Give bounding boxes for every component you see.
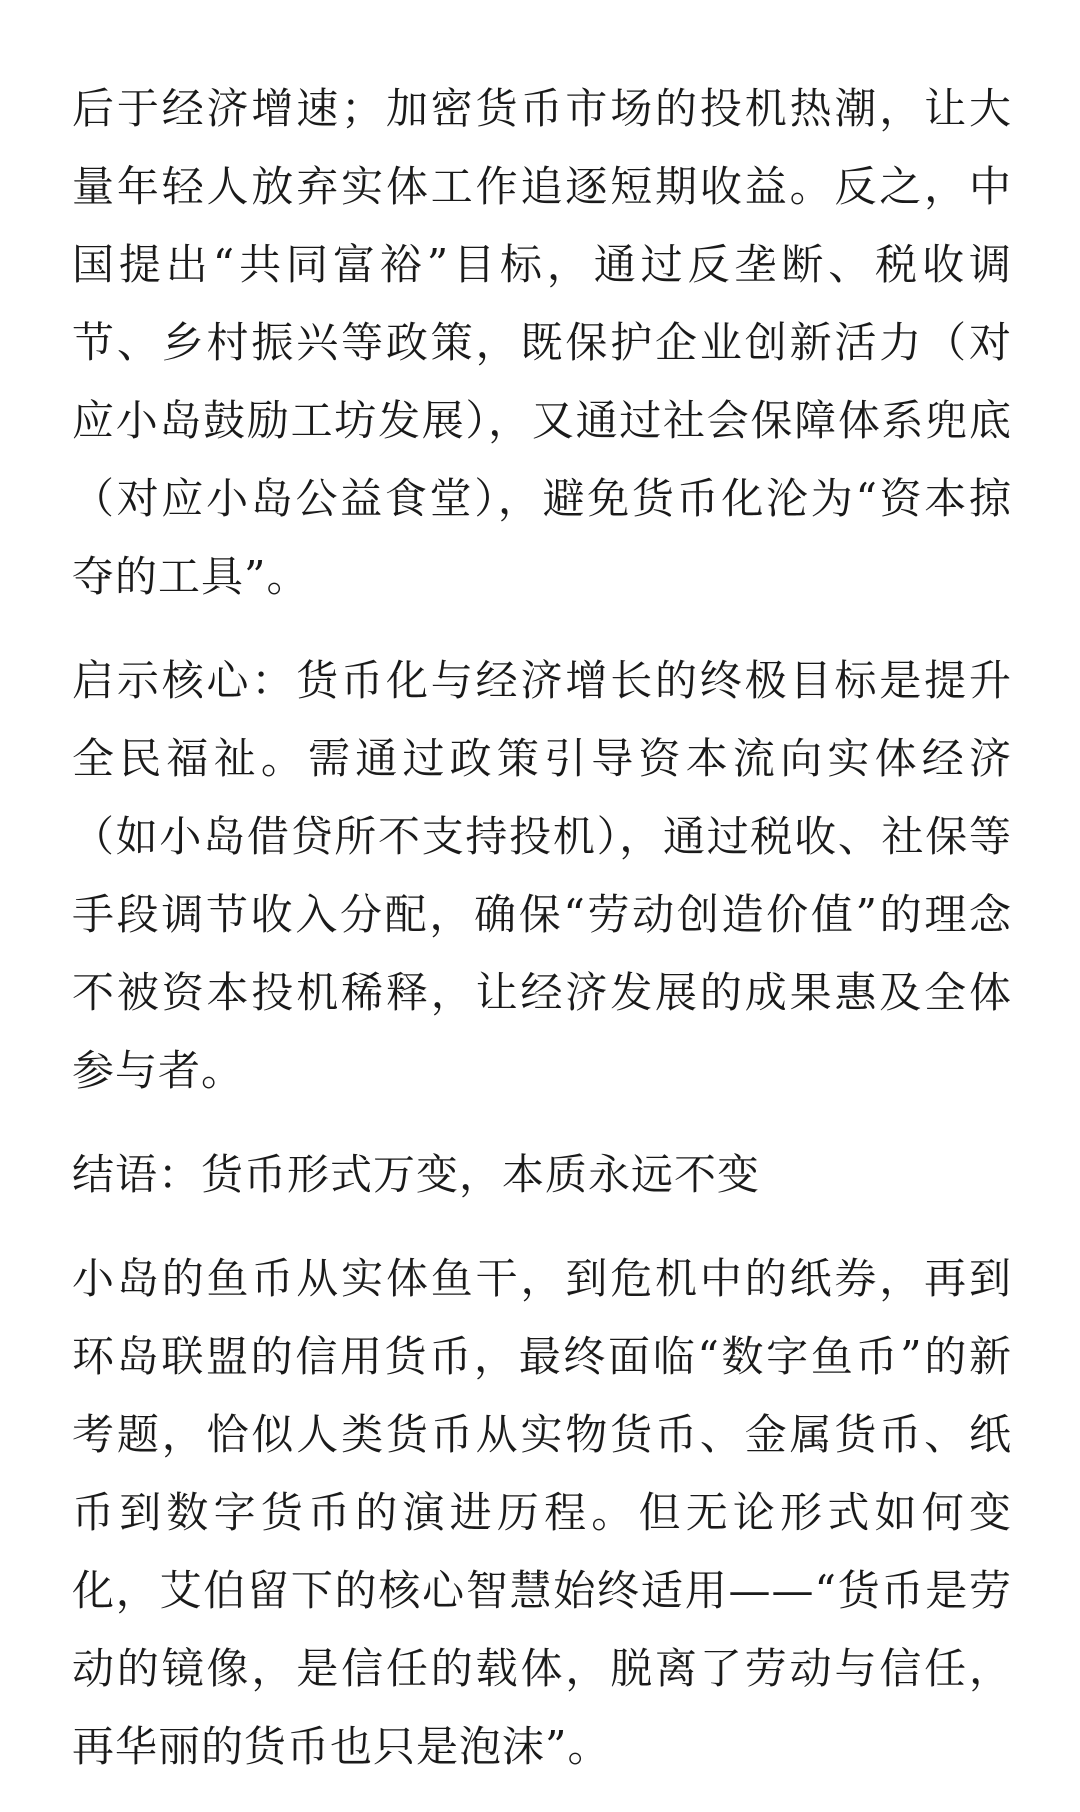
- paragraph-conclusion: 小岛的鱼币从实体鱼干，到危机中的纸券，再到环岛联盟的信用货币，最终面临“数字鱼币”的新考题，恰似人类货币从实物货币、金属货币、纸币到数字货币的演进历程。但无论形式如何变化，艾伯留下的核心智慧始终适用——“货币是劳动的镜像，是信任的载体，脱离了劳动与信任，再华丽的货币也只是泡沫”。: [72, 1254, 1012, 1771]
- section-heading-conclusion: 结语：货币形式万变，本质永远不变: [72, 1150, 761, 1199]
- paragraph-core-insight: 启示核心：货币化与经济增长的终极目标是提升全民福祉。需通过政策引导资本流向实体经济（如小岛借贷所不支持投机），通过税收、社保等手段调节收入分配，确保“劳动创造价值”的理念不被资本投机稀释，让经济发展的成果惠及全体参与者。: [72, 656, 1012, 1095]
- paragraph-common-prosperity: 后于经济增速；加密货币市场的投机热潮，让大量年轻人放弃实体工作追逐短期收益。反之，中国提出“共同富裕”目标，通过反垄断、税收调节、乡村振兴等政策，既保护企业创新活力（对应小岛鼓励工坊发展），又通过社会保障体系兜底（对应小岛公益食堂），避免货币化沦为“资本掠夺的工具”。: [72, 84, 1012, 601]
- article-body: [72, 70, 1012, 1812]
